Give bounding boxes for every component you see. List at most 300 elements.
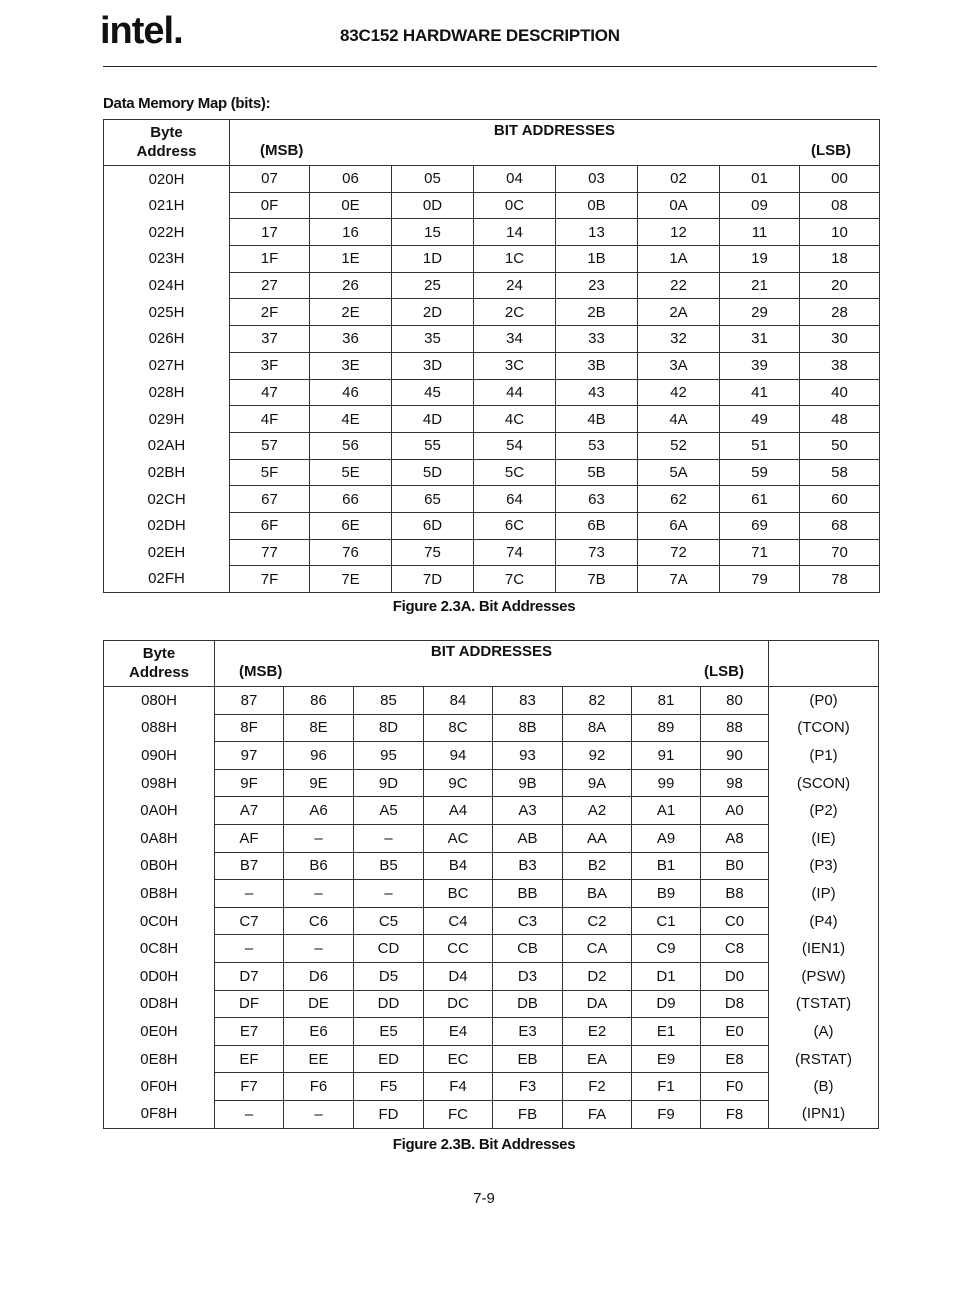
bit-address-cell: 98 <box>701 769 769 797</box>
bit-address-cell: 45 <box>392 379 474 406</box>
bit-address-cell: C3 <box>493 907 563 935</box>
bit-address-cell: 9C <box>424 769 493 797</box>
header-line: Byte <box>150 124 183 141</box>
bit-address-cell: 56 <box>310 432 392 459</box>
bit-address-cell: 7E <box>310 566 392 593</box>
bit-address-cell: BC <box>424 880 493 908</box>
bit-address-cell: 6F <box>230 512 310 539</box>
bit-address-cell: 86 <box>284 687 354 715</box>
bit-address-cell: 6E <box>310 512 392 539</box>
table-row <box>104 272 880 299</box>
bit-address-cell: 72 <box>638 539 720 566</box>
bit-address-cell: CC <box>424 935 493 963</box>
bit-address-cell: E9 <box>632 1045 701 1073</box>
bit-address-cell: 3B <box>556 352 638 379</box>
bit-address-cell: E1 <box>632 1018 701 1046</box>
bit-address-cell: 48 <box>800 406 880 433</box>
bit-address-cell: 61 <box>720 486 800 513</box>
table-row <box>104 326 880 353</box>
bit-address-cell: ED <box>354 1045 424 1073</box>
bit-address-cell: – <box>215 935 284 963</box>
bit-address-cell: 90 <box>701 742 769 770</box>
table-row <box>104 486 880 513</box>
bit-address-cell: 8F <box>215 714 284 742</box>
bit-address-cell: B0 <box>701 852 769 880</box>
bit-address-cell: 1D <box>392 246 474 273</box>
byte-address-cell: 020H <box>104 166 230 193</box>
register-name-cell: (P1) <box>769 742 879 770</box>
bit-address-cell: B7 <box>215 852 284 880</box>
bit-address-cell: DE <box>284 990 354 1018</box>
bit-address-cell: 21 <box>720 272 800 299</box>
table-row <box>104 246 880 273</box>
byte-address-cell: 025H <box>104 299 230 326</box>
bit-address-cell: B4 <box>424 852 493 880</box>
register-name-cell: (PSW) <box>769 962 879 990</box>
bit-address-cell: F5 <box>354 1073 424 1101</box>
bit-address-cell: CB <box>493 935 563 963</box>
bit-address-cell: 87 <box>215 687 284 715</box>
header-line: Address <box>136 143 197 160</box>
bit-address-cell: 26 <box>310 272 392 299</box>
bit-address-cell: AB <box>493 824 563 852</box>
bit-address-cell: – <box>284 824 354 852</box>
bit-address-cell: DD <box>354 990 424 1018</box>
byte-address-cell: 090H <box>104 742 215 770</box>
bit-address-cell: 80 <box>701 687 769 715</box>
byte-address-header <box>104 641 215 687</box>
bit-address-cell: 36 <box>310 326 392 353</box>
bit-address-cell: 7A <box>638 566 720 593</box>
bit-address-cell: 51 <box>720 432 800 459</box>
table-row <box>104 299 880 326</box>
bit-address-cell: 35 <box>392 326 474 353</box>
bit-address-cell: 99 <box>632 769 701 797</box>
byte-address-cell: 02BH <box>104 459 230 486</box>
bit-address-cell: 41 <box>720 379 800 406</box>
table-row <box>104 1045 879 1073</box>
bit-address-cell: 29 <box>720 299 800 326</box>
bit-address-cell: A9 <box>632 824 701 852</box>
bit-address-cell: C8 <box>701 935 769 963</box>
bit-address-cell: 82 <box>563 687 632 715</box>
bit-address-cell: A1 <box>632 797 701 825</box>
bit-address-cell: 4B <box>556 406 638 433</box>
bit-address-cell: A5 <box>354 797 424 825</box>
bit-address-cell: 23 <box>556 272 638 299</box>
bit-address-cell: 9F <box>215 769 284 797</box>
byte-address-cell: 0C0H <box>104 907 215 935</box>
bit-address-cell: 3F <box>230 352 310 379</box>
bit-address-cell: D6 <box>284 962 354 990</box>
bit-address-cell: A4 <box>424 797 493 825</box>
bit-address-cell: F2 <box>563 1073 632 1101</box>
bit-address-cell: A0 <box>701 797 769 825</box>
bit-address-cell: 77 <box>230 539 310 566</box>
bit-address-cell: 44 <box>474 379 556 406</box>
lsb-label: (LSB) <box>704 663 744 680</box>
table-row <box>104 1018 879 1046</box>
bit-address-cell: 18 <box>800 246 880 273</box>
bit-address-cell: 78 <box>800 566 880 593</box>
msb-label: (MSB) <box>260 142 304 159</box>
byte-address-cell: 080H <box>104 687 215 715</box>
byte-address-cell: 021H <box>104 192 230 219</box>
byte-address-cell: 0D8H <box>104 990 215 1018</box>
bit-address-cell: 59 <box>720 459 800 486</box>
bit-address-cell: 2A <box>638 299 720 326</box>
bit-address-cell: 33 <box>556 326 638 353</box>
table-row <box>104 742 879 770</box>
bit-address-cell: 1E <box>310 246 392 273</box>
bit-address-cell: D2 <box>563 962 632 990</box>
bit-address-cell: 06 <box>310 166 392 193</box>
register-name-cell: (TCON) <box>769 714 879 742</box>
bit-address-cell: F7 <box>215 1073 284 1101</box>
bit-address-cell: 9B <box>493 769 563 797</box>
bit-addresses-title: BIT ADDRESSES <box>493 122 616 139</box>
bit-address-cell: DA <box>563 990 632 1018</box>
bit-address-cell: 68 <box>800 512 880 539</box>
bit-address-cell: 1C <box>474 246 556 273</box>
bit-address-cell: A6 <box>284 797 354 825</box>
bit-address-cell: 79 <box>720 566 800 593</box>
bit-address-cell: 3D <box>392 352 474 379</box>
bit-address-cell: 46 <box>310 379 392 406</box>
bit-address-cell: – <box>354 824 424 852</box>
table-row <box>104 907 879 935</box>
table-row <box>104 539 880 566</box>
bit-address-cell: C4 <box>424 907 493 935</box>
byte-address-cell: 023H <box>104 246 230 273</box>
figure-caption-a: Figure 2.3A. Bit Addresses <box>392 598 576 615</box>
bit-address-cell: 62 <box>638 486 720 513</box>
bit-address-cell: 5E <box>310 459 392 486</box>
bit-address-cell: 12 <box>638 219 720 246</box>
bit-address-cell: 96 <box>284 742 354 770</box>
bit-address-cell: 54 <box>474 432 556 459</box>
table-row <box>104 1100 879 1128</box>
bit-address-cell: 0C <box>474 192 556 219</box>
bit-address-cell: 20 <box>800 272 880 299</box>
byte-address-cell: 024H <box>104 272 230 299</box>
register-name-cell: (IP) <box>769 880 879 908</box>
byte-address-cell: 0C8H <box>104 935 215 963</box>
bit-address-cell: C9 <box>632 935 701 963</box>
table-row <box>104 935 879 963</box>
bit-address-cell: 9A <box>563 769 632 797</box>
bit-address-cell: E8 <box>701 1045 769 1073</box>
register-name-cell: (IEN1) <box>769 935 879 963</box>
byte-address-cell: 0F0H <box>104 1073 215 1101</box>
bit-address-cell: E6 <box>284 1018 354 1046</box>
bit-address-cell: 81 <box>632 687 701 715</box>
bit-addresses-header <box>215 641 769 687</box>
bit-address-cell: 6B <box>556 512 638 539</box>
bit-address-cell: 9D <box>354 769 424 797</box>
bit-address-cell: 03 <box>556 166 638 193</box>
table-row <box>104 406 880 433</box>
bit-address-cell: D0 <box>701 962 769 990</box>
byte-address-cell: 088H <box>104 714 215 742</box>
bit-address-cell: EE <box>284 1045 354 1073</box>
bit-address-cell: 71 <box>720 539 800 566</box>
bit-address-cell: 85 <box>354 687 424 715</box>
bit-address-table-a <box>103 119 880 593</box>
bit-address-cell: 5D <box>392 459 474 486</box>
table-row <box>104 219 880 246</box>
bit-address-cell: AC <box>424 824 493 852</box>
bit-address-cell: 4F <box>230 406 310 433</box>
bit-address-cell: BA <box>563 880 632 908</box>
table-row <box>104 880 879 908</box>
bit-address-cell: D8 <box>701 990 769 1018</box>
bit-address-cell: B6 <box>284 852 354 880</box>
register-name-cell: (P3) <box>769 852 879 880</box>
bit-address-cell: B9 <box>632 880 701 908</box>
bit-address-cell: 27 <box>230 272 310 299</box>
bit-address-cell: 66 <box>310 486 392 513</box>
bit-address-cell: 95 <box>354 742 424 770</box>
bit-address-cell: – <box>284 935 354 963</box>
bit-address-cell: 2F <box>230 299 310 326</box>
byte-address-cell: 0F8H <box>104 1100 215 1128</box>
bit-address-cell: – <box>284 880 354 908</box>
bit-address-cell: 16 <box>310 219 392 246</box>
bit-address-cell: 83 <box>493 687 563 715</box>
bit-address-cell: 0A <box>638 192 720 219</box>
bit-address-cell: E7 <box>215 1018 284 1046</box>
bit-address-cell: 53 <box>556 432 638 459</box>
bit-address-cell: C1 <box>632 907 701 935</box>
register-name-cell: (IPN1) <box>769 1100 879 1128</box>
table-row <box>104 1073 879 1101</box>
bit-address-cell: 8A <box>563 714 632 742</box>
byte-address-cell: 0B0H <box>104 852 215 880</box>
bit-address-cell: 25 <box>392 272 474 299</box>
bit-address-cell: 40 <box>800 379 880 406</box>
byte-address-cell: 029H <box>104 406 230 433</box>
bit-address-cell: FB <box>493 1100 563 1128</box>
byte-address-cell: 0B8H <box>104 880 215 908</box>
byte-address-cell: 027H <box>104 352 230 379</box>
figure-caption-b: Figure 2.3B. Bit Addresses <box>392 1136 576 1153</box>
table-row <box>104 352 880 379</box>
bit-address-cell: – <box>244 1105 254 1123</box>
bit-address-cell: 6D <box>392 512 474 539</box>
bit-address-cell: F3 <box>493 1073 563 1101</box>
bit-address-cell: DC <box>424 990 493 1018</box>
bit-address-cell: 15 <box>392 219 474 246</box>
bit-address-cell: EA <box>563 1045 632 1073</box>
bit-address-cell: 31 <box>720 326 800 353</box>
bit-address-cell: B8 <box>701 880 769 908</box>
table-row <box>104 769 879 797</box>
bit-address-cell: F1 <box>632 1073 701 1101</box>
register-name-cell: (P4) <box>769 907 879 935</box>
bit-address-cell: EF <box>215 1045 284 1073</box>
bit-address-cell: 39 <box>720 352 800 379</box>
bit-address-cell: 69 <box>720 512 800 539</box>
bit-address-cell: A7 <box>215 797 284 825</box>
bit-address-cell: E4 <box>424 1018 493 1046</box>
bit-address-cell: 22 <box>638 272 720 299</box>
bit-address-cell: 6C <box>474 512 556 539</box>
bit-address-cell: 74 <box>474 539 556 566</box>
bit-address-cell: 88 <box>701 714 769 742</box>
bit-address-cell: FC <box>424 1100 493 1128</box>
bit-address-cell: 8B <box>493 714 563 742</box>
table-row <box>104 687 879 715</box>
bit-address-cell: 60 <box>800 486 880 513</box>
bit-address-cell: D4 <box>424 962 493 990</box>
table-row <box>104 566 880 593</box>
bit-address-cell: 76 <box>310 539 392 566</box>
bit-address-cell: 28 <box>800 299 880 326</box>
bit-address-cell: 57 <box>230 432 310 459</box>
bit-address-cell: D1 <box>632 962 701 990</box>
bit-address-cell: 84 <box>424 687 493 715</box>
bit-address-cell: 8D <box>354 714 424 742</box>
bit-address-cell: E0 <box>701 1018 769 1046</box>
bit-address-cell: 63 <box>556 486 638 513</box>
bit-address-cell: 1B <box>556 246 638 273</box>
table-row <box>104 990 879 1018</box>
bit-address-cell: 73 <box>556 539 638 566</box>
bit-address-cell: 91 <box>632 742 701 770</box>
bit-address-cell: 42 <box>638 379 720 406</box>
bit-address-cell: 7B <box>556 566 638 593</box>
table-row <box>104 714 879 742</box>
byte-address-cell: 026H <box>104 326 230 353</box>
table-row <box>104 379 880 406</box>
bit-address-cell: 97 <box>215 742 284 770</box>
register-name-cell: (TSTAT) <box>769 990 879 1018</box>
bit-address-cell: E5 <box>354 1018 424 1046</box>
bit-address-cell: 17 <box>230 219 310 246</box>
bit-address-cell: F6 <box>284 1073 354 1101</box>
bit-address-cell: 52 <box>638 432 720 459</box>
bit-addresses-title: BIT ADDRESSES <box>430 643 553 660</box>
bit-address-cell: EC <box>424 1045 493 1073</box>
bit-address-cell: D9 <box>632 990 701 1018</box>
bit-address-cell: 02 <box>638 166 720 193</box>
bit-address-cell: 11 <box>720 219 800 246</box>
bit-address-cell: 5C <box>474 459 556 486</box>
bit-address-cell: 0F <box>230 192 310 219</box>
bit-address-cell: 5A <box>638 459 720 486</box>
bit-address-cell: 0D <box>392 192 474 219</box>
bit-address-cell: 04 <box>474 166 556 193</box>
bit-address-cell: 5F <box>230 459 310 486</box>
bit-address-cell: 94 <box>424 742 493 770</box>
table-row <box>104 797 879 825</box>
bit-address-cell: A2 <box>563 797 632 825</box>
bit-address-cell: E3 <box>493 1018 563 1046</box>
byte-address-cell: 02FH <box>104 566 230 593</box>
bit-address-cell: C2 <box>563 907 632 935</box>
intel-logo: intel. <box>100 10 183 52</box>
bit-address-cell: 7F <box>260 570 279 588</box>
table-row <box>104 824 879 852</box>
bit-address-cell: 92 <box>563 742 632 770</box>
bit-address-cell: D7 <box>215 962 284 990</box>
bit-address-cell: 19 <box>720 246 800 273</box>
bit-address-cell: B5 <box>354 852 424 880</box>
register-name-cell: (B) <box>769 1073 879 1101</box>
header-line: Address <box>128 664 190 681</box>
bit-address-cell: FA <box>563 1100 632 1128</box>
bit-address-cell: 00 <box>800 166 880 193</box>
bit-address-cell: 38 <box>800 352 880 379</box>
byte-address-cell: 028H <box>104 379 230 406</box>
bit-address-cell: A8 <box>701 824 769 852</box>
byte-address-cell: 0A0H <box>104 797 215 825</box>
bit-address-cell: 0E <box>310 192 392 219</box>
bit-addresses-header <box>230 120 880 166</box>
register-name-cell: (IE) <box>769 824 879 852</box>
msb-label: (MSB) <box>239 663 283 680</box>
byte-address-cell: 0A8H <box>104 824 215 852</box>
bit-address-cell: 3C <box>474 352 556 379</box>
bit-address-cell: 89 <box>632 714 701 742</box>
register-name-cell: (A) <box>769 1018 879 1046</box>
document-title: 83C152 HARDWARE DESCRIPTION <box>340 26 620 45</box>
register-name-cell: (RSTAT) <box>769 1045 879 1073</box>
bit-address-cell: 47 <box>230 379 310 406</box>
bit-address-cell: AF <box>215 824 284 852</box>
byte-address-cell: 02DH <box>104 512 230 539</box>
byte-address-cell: 02EH <box>104 539 230 566</box>
bit-address-cell: CA <box>563 935 632 963</box>
table-row <box>104 852 879 880</box>
bit-address-cell: AA <box>563 824 632 852</box>
table-row <box>104 192 880 219</box>
bit-address-cell: 4E <box>310 406 392 433</box>
bit-address-cell: 3E <box>310 352 392 379</box>
bit-address-cell: 34 <box>474 326 556 353</box>
bit-address-cell: 24 <box>474 272 556 299</box>
bit-address-cell: 7C <box>474 566 556 593</box>
bit-address-cell: C6 <box>284 907 354 935</box>
bit-address-cell: F9 <box>632 1100 701 1128</box>
bit-address-cell: 6A <box>638 512 720 539</box>
bit-address-cell: 70 <box>800 539 880 566</box>
bit-address-cell: C7 <box>215 907 284 935</box>
bit-address-cell: 4C <box>474 406 556 433</box>
byte-address-cell: 0E0H <box>104 1018 215 1046</box>
bit-address-cell: F0 <box>701 1073 769 1101</box>
page-number: 7-9 <box>473 1190 495 1207</box>
bit-address-cell: EB <box>493 1045 563 1073</box>
table-row <box>104 166 880 193</box>
bit-address-cell: 1A <box>638 246 720 273</box>
bit-address-cell: B1 <box>632 852 701 880</box>
bit-address-cell: 13 <box>556 219 638 246</box>
byte-address-cell: 02AH <box>104 432 230 459</box>
bit-address-cell: 75 <box>392 539 474 566</box>
bit-address-table-b <box>103 640 879 1129</box>
register-name-cell: (SCON) <box>769 769 879 797</box>
bit-address-cell: 30 <box>800 326 880 353</box>
byte-address-cell: 0D0H <box>104 962 215 990</box>
bit-address-cell: DB <box>493 990 563 1018</box>
bit-address-cell: – <box>215 880 284 908</box>
bit-address-cell: 2E <box>310 299 392 326</box>
byte-address-cell: 022H <box>104 219 230 246</box>
bit-address-cell: C0 <box>701 907 769 935</box>
bit-address-cell: 10 <box>800 219 880 246</box>
